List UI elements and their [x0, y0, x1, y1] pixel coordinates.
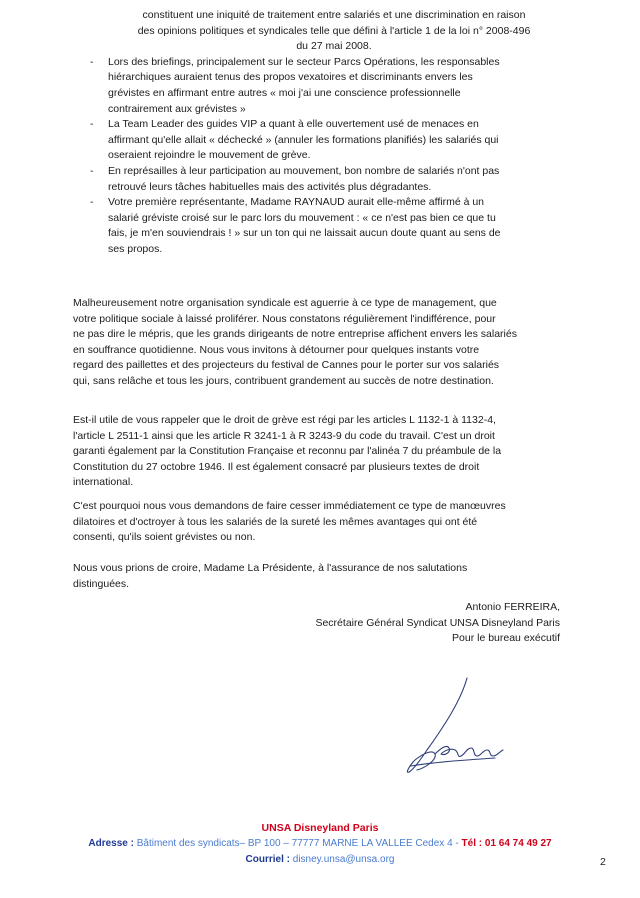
text-line: retrouvé leurs tâches habituelles mais des activités plus dégradantes.: [108, 180, 432, 193]
text-line: en souffrance quotidienne. Nous vous invitons à détourner pour quelques instants votre: [73, 343, 480, 356]
footer-address-line: [0, 836, 640, 852]
footer-email-label: Courriel :: [245, 854, 293, 865]
paragraph-right-to-strike: [73, 413, 560, 491]
text-line: l'article L 2511-1 ainsi que les article R 3241-1 à R 3243-9 du code du travail. C'est un droit: [73, 429, 495, 442]
text-line: C'est pourquoi nous vous demandons de faire cesser immédiatement ce type de manœuvres: [73, 500, 506, 512]
footer-org-name: UNSA Disneyland Paris: [261, 822, 379, 834]
paragraph-closing: [73, 561, 560, 592]
paragraph-demand: [73, 499, 560, 546]
bullet-dash: -: [90, 118, 94, 131]
list-item: [90, 117, 560, 164]
signatory-name: Antonio FERREIRA,: [465, 601, 560, 613]
text-line: Votre première représentante, Madame RAYNAUD aurait elle-même affirmé à un: [108, 196, 485, 209]
text-line: Nous vous prions de croire, Madame La Présidente, à l'assurance de nos salutations: [73, 562, 468, 574]
text-line: Lors des briefings, principalement sur le secteur Parcs Opérations, les responsables: [108, 55, 500, 68]
signatory-title: Secrétaire Général Syndicat UNSA Disneyland Paris: [315, 616, 560, 629]
footer-address-value: Bâtiment des syndicats– BP 100 – 77777 MARNE LA VALLEE Cedex 4 -: [136, 838, 462, 849]
bullet-list: [90, 8, 560, 258]
bullet-dash: -: [90, 196, 94, 209]
text-line: distinguées.: [73, 577, 130, 590]
text-line: affirmant qu'elle allait « déchecké » (annuler les formations planifiés) les salariés qui: [108, 133, 499, 146]
footer-email-line: [0, 852, 640, 868]
footer: [0, 820, 640, 868]
text-line: des opinions politiques et syndicales telle que défini à l'article 1 de la loi n° 2008-496: [137, 24, 531, 37]
text-line: ses propos.: [108, 242, 163, 255]
footer-phone: Tél : 01 64 74 49 27: [461, 838, 552, 849]
text-line: regard des paillettes et des projecteurs du festival de Cannes pour le porter sur vos salariés: [73, 359, 500, 372]
footer-address-label: Adresse :: [88, 838, 137, 849]
footer-email-link[interactable]: disney.unsa@unsa.org: [292, 854, 395, 865]
list-item: [90, 195, 560, 257]
list-item: [90, 55, 560, 117]
list-item: [90, 164, 560, 195]
list-item: [90, 8, 560, 55]
text-line: fais, je m'en souviendrais ! » sur un ton qui ne laissait aucun doute quant au sens de: [108, 227, 501, 240]
text-line: grévistes en affirmant entre autres « moi j'ai une conscience professionnelle: [108, 86, 461, 99]
text-line: En représailles à leur participation au mouvement, bon nombre de salariés n'ont pas: [108, 164, 500, 177]
text-line: Malheureusement notre organisation syndicale est aguerrie à ce type de management, que: [73, 297, 497, 309]
signature-block: [315, 600, 560, 647]
text-line: oseraient rejoindre le mouvement de grève.: [108, 149, 311, 162]
text-line: ne pas dire le mépris, que les grands dirigeants de notre entreprise affichent envers les salariés: [73, 328, 517, 341]
bullet-dash: -: [90, 55, 94, 68]
text-line: consenti, qu'ils soient grévistes ou non.: [73, 531, 256, 544]
text-line: qui, sans relâche et tous les jours, contribuent grandement au succès de notre destination.: [73, 374, 494, 387]
bullet-dash: -: [90, 164, 94, 177]
text-line: hiérarchiques auraient tenus des propos vexatoires et discriminants envers les: [108, 71, 473, 84]
paragraph-management: [73, 296, 560, 390]
text-line: constituent une iniquité de traitement entre salariés et une discrimination en raison: [142, 9, 526, 21]
text-line: du 27 mai 2008.: [296, 40, 372, 53]
text-line: dilatoires et d'octroyer à tous les salariés de la sureté les mêmes avantages qui ont été: [73, 515, 478, 528]
handwritten-signature: [375, 670, 515, 780]
text-line: votre politique sociale à laissé proliférer. Nous constatons régulièrement l'indifférence, pour: [73, 312, 496, 325]
text-line: international.: [73, 476, 134, 489]
text-line: salarié gréviste croisé sur le parc lors du mouvement : « ce n'est pas bien ce que tu: [108, 211, 496, 224]
text-line: contrairement aux grévistes »: [108, 102, 246, 115]
text-line: Constitution du 27 octobre 1946. Il est également consacré par plusieurs textes de droit: [73, 460, 480, 473]
signatory-on-behalf: Pour le bureau exécutif: [452, 632, 560, 645]
page-number: 2: [600, 856, 606, 868]
text-line: La Team Leader des guides VIP a quant à elle ouvertement usé de menaces en: [108, 118, 479, 131]
text-line: Est-il utile de vous rappeler que le droit de grève est régi par les articles L 1132-1 à 1132-4,: [73, 414, 496, 426]
text-line: garanti également par la Constitution Française et reconnu par l'alinéa 7 du préambule de la: [73, 445, 502, 458]
